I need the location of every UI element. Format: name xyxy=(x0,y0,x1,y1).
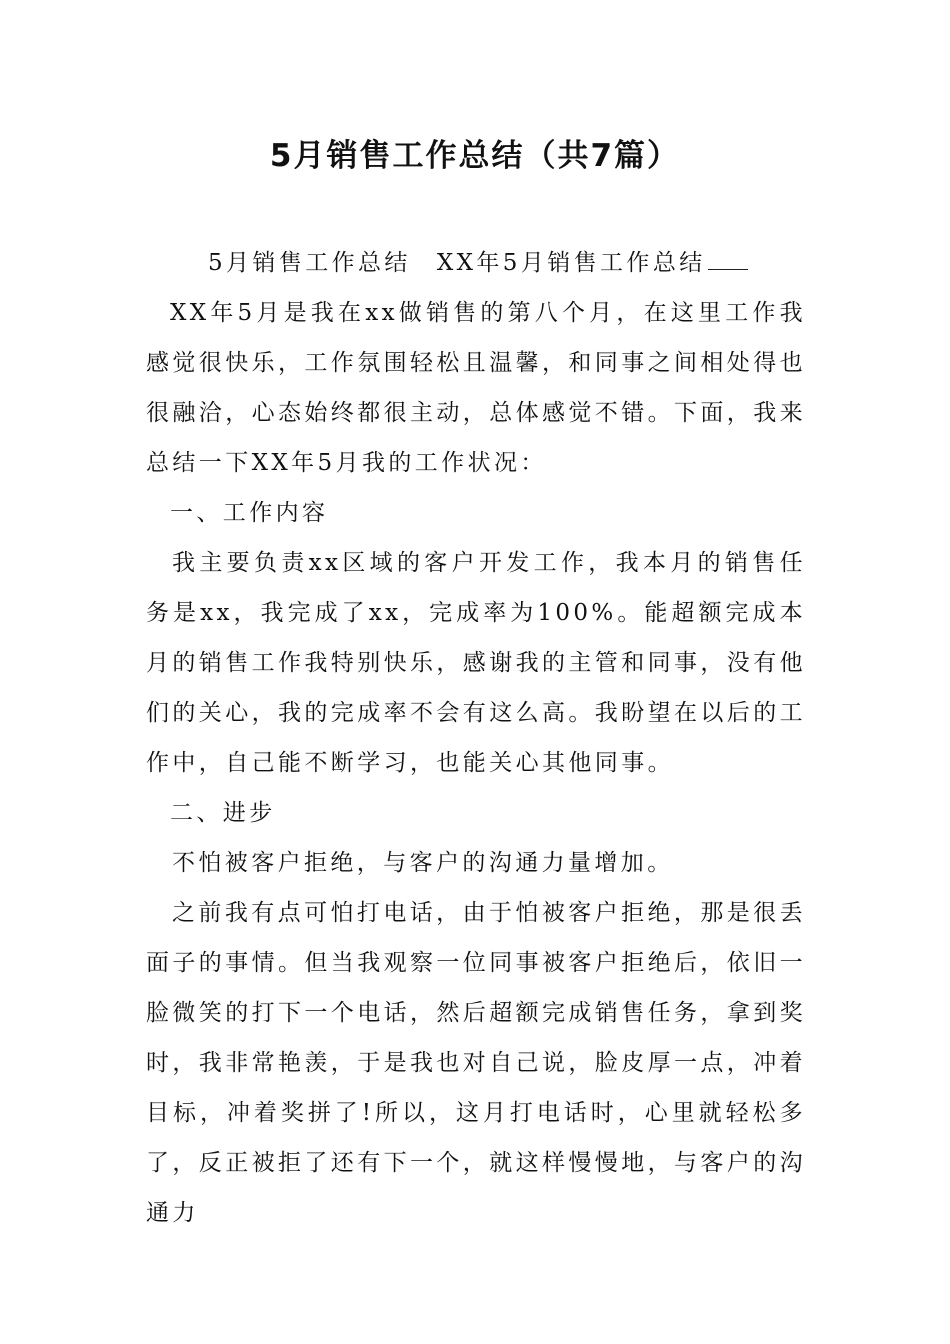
paragraph-work-content: 我主要负责xx区域的客户开发工作，我本月的销售任务是xx，我完成了xx，完成率为100%。能超额完成本月的销售工作我特别快乐，感谢我的主管和同事，没有他们的关心，我的完成率不会有这么高。我盼望在以后的工作中，自己能不断学习，也能关心其他同事。 xyxy=(146,550,806,776)
paragraph-intro: XX年5月是我在xx做销售的第八个月，在这里工作我感觉很快乐，工作氛围轻松且温馨，和同事之间相处得也很融洽，心态始终都很主动，总体感觉不错。下面，我来总结一下XX年5月我的工作状况： xyxy=(146,300,806,476)
subtitle-part-1: 5月销售工作总结 xyxy=(208,250,411,276)
section-heading-work-content: 一、工作内容 xyxy=(170,500,329,526)
paragraph-progress-summary: 不怕被客户拒绝，与客户的沟通力量增加。 xyxy=(172,850,674,876)
document-subtitle xyxy=(146,238,806,288)
document-title: 5月销售工作总结（共7篇） xyxy=(269,138,681,174)
subtitle-part-2: XX年5月销售工作总结 xyxy=(436,250,706,276)
section-heading-progress: 二、进步 xyxy=(170,800,276,826)
paragraph-progress-detail: 之前我有点可怕打电话，由于怕被客户拒绝，那是很丢面子的事情。但当我观察一位同事被客户拒绝后，依旧一脸微笑的打下一个电话，然后超额完成销售任务，拿到奖时，我非常艳羡，于是我也对自己说，脸皮厚一点，冲着目标，冲着奖拼了!所以，这月打电话时，心里就轻松多了，反正被拒了还有下一个，就这样慢慢地，与客户的沟通力 xyxy=(146,900,806,1226)
document-body xyxy=(146,238,806,1238)
blank-underline xyxy=(708,255,748,270)
